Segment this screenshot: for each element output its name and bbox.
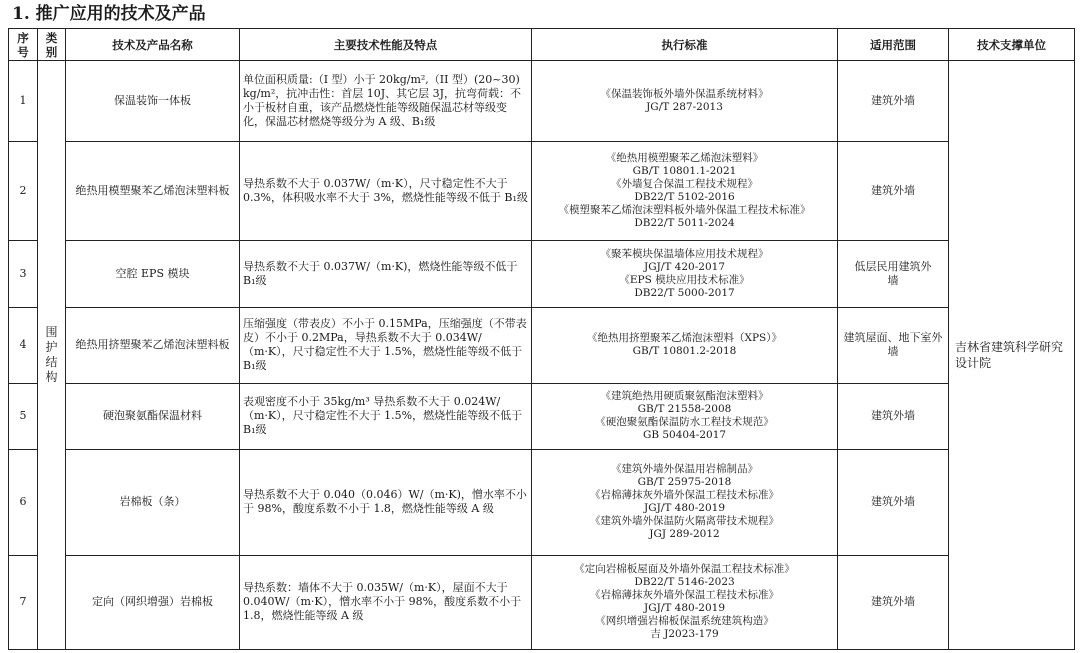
standard-line: 《建筑外墙外保温用岩棉制品》: [611, 463, 758, 476]
row-scope: 建筑外墙: [838, 142, 949, 241]
row-name: 岩棉板（条）: [66, 449, 240, 555]
table-row: [9, 308, 1075, 383]
row-standards: [532, 449, 838, 555]
standard-line: 《聚苯模块保温墙体应用技术规程》: [600, 248, 769, 261]
category-label: 围护结构: [45, 325, 58, 384]
standard-line: JGJ/T 480-2019: [644, 602, 725, 615]
header-name: 技术及产品名称: [66, 29, 240, 61]
standard-line: DB22/T 5102-2016: [634, 191, 735, 204]
header-features: 主要技术性能及特点: [240, 29, 532, 61]
row-standards: [532, 61, 838, 142]
standard-line: 《外墙复合保温工程技术规程》: [611, 178, 758, 191]
row-seq: 2: [9, 142, 38, 241]
row-features: 导热系数不大于 0.037W/（m·K），尺寸稳定性不大于 0.3%，体积吸水率不大于 3%，燃烧性能等级不低于 B₁级: [240, 142, 532, 241]
row-scope: 建筑外墙: [838, 449, 949, 555]
row-features: 导热系数：墙体不大于 0.035W/（m·K），屋面不大于 0.040W/（m·K），憎水率不小于 98%，酸度系数不小于 1.8，燃烧性能等级 A 级: [240, 555, 532, 649]
section-heading: 1. 推广应用的技术及产品: [12, 4, 206, 24]
row-seq: 7: [9, 555, 38, 649]
row-scope: 建筑外墙: [838, 61, 949, 142]
support-unit-cell: 吉林省建筑科学研究设计院: [949, 61, 1075, 650]
row-name: 绝热用模塑聚苯乙烯泡沫塑料板: [66, 142, 240, 241]
standard-line: 《岩棉薄抹灰外墙外保温工程技术标准》: [590, 489, 779, 502]
row-standards: [532, 241, 838, 308]
standard-line: GB/T 10801.2-2018: [632, 345, 737, 358]
category-cell: [38, 61, 66, 650]
row-scope: 低层民用建筑外墙: [838, 241, 949, 308]
table-row: [9, 61, 1075, 142]
row-standards: [532, 383, 838, 449]
row-seq: 3: [9, 241, 38, 308]
standard-line: 《建筑绝热用硬质聚氨酯泡沫塑料》: [600, 390, 769, 403]
row-scope: 建筑外墙: [838, 555, 949, 649]
standard-line: JGJ/T 420-2017: [644, 261, 725, 274]
row-name: 保温装饰一体板: [66, 61, 240, 142]
standard-line: DB22/T 5146-2023: [634, 576, 735, 589]
row-scope: 建筑外墙: [838, 383, 949, 449]
row-name: 硬泡聚氨酯保温材料: [66, 383, 240, 449]
standard-line: 《保温装饰板外墙外保温系统材料》: [600, 88, 769, 101]
standard-line: 《模塑聚苯乙烯泡沫塑料板外墙外保温工程技术标准》: [558, 204, 811, 217]
header-row: [9, 29, 1075, 61]
header-standard: 执行标准: [532, 29, 838, 61]
standard-line: JGJ 289-2012: [649, 528, 720, 541]
standard-line: 《建筑外墙外保温防火隔离带技术规程》: [590, 515, 779, 528]
row-features: 压缩强度（带表皮）不小于 0.15MPa，压缩强度（不带表皮）不小于 0.2MPa，导热系数不大于 0.034W/（m·K），尺寸稳定性不大于 1.5%，燃烧性能等级不低于 B₁级: [240, 308, 532, 383]
standard-line: 《硬泡聚氨酯保温防水工程技术规范》: [595, 416, 774, 429]
standard-line: 《岩棉薄抹灰外墙外保温工程技术标准》: [590, 589, 779, 602]
row-features: 表观密度不小于 35kg/m³ 导热系数不大于 0.024W/（m·K），尺寸稳定性不大于 1.5%，燃烧性能等级不低于 B₁级: [240, 383, 532, 449]
row-name: 空腔 EPS 模块: [66, 241, 240, 308]
standard-line: 吉 J2023-179: [650, 628, 719, 641]
standard-line: GB 50404-2017: [642, 429, 727, 442]
standard-line: GB/T 25975-2018: [637, 476, 732, 489]
tech-products-table: [8, 28, 1075, 650]
table-row: [9, 241, 1075, 308]
standard-line: GB/T 21558-2008: [637, 403, 732, 416]
row-name: 绝热用挤塑聚苯乙烯泡沫塑料板: [66, 308, 240, 383]
header-scope: 适用范围: [838, 29, 949, 61]
standard-line: JG/T 287-2013: [646, 101, 723, 114]
table-row: [9, 383, 1075, 449]
row-features: 单位面积质量:（I 型）小于 20kg/m²,（II 型）(20~30) kg/m²，抗冲击性：首层 10J、其它层 3J，抗弯荷载：不小于板材自重，该产品燃烧性能等级随保温芯材等级变化，保温芯材燃烧等级分为 A 级、B₁级: [240, 61, 532, 142]
row-features: 导热系数不大于 0.040（0.046）W/（m·K)，憎水率不小于 98%，酸度系数不小于 1.8，燃烧性能等级 A 级: [240, 449, 532, 555]
row-standards: [532, 308, 838, 383]
row-standards: [532, 555, 838, 649]
row-features: 导热系数不大于 0.037W/（m·K)，燃烧性能等级不低于 B₁级: [240, 241, 532, 308]
table-row: [9, 142, 1075, 241]
header-category: 类别: [38, 29, 66, 61]
row-name: 定向（网织增强）岩棉板: [66, 555, 240, 649]
standard-line: DB22/T 5000-2017: [634, 287, 735, 300]
standard-line: GB/T 10801.1-2021: [632, 165, 737, 178]
row-seq: 4: [9, 308, 38, 383]
standard-line: 《网织增强岩棉板保温系统建筑构造》: [595, 615, 774, 628]
row-seq: 5: [9, 383, 38, 449]
table-row: [9, 449, 1075, 555]
header-seq: 序号: [9, 29, 38, 61]
row-seq: 6: [9, 449, 38, 555]
standard-line: JGJ/T 480-2019: [644, 502, 725, 515]
standard-line: DB22/T 5011-2024: [634, 217, 735, 230]
row-seq: 1: [9, 61, 38, 142]
standard-line: 《定向岩棉板屋面及外墙外保温工程技术标准》: [574, 563, 795, 576]
standard-line: 《EPS 模块应用技术标准》: [619, 274, 750, 287]
row-standards: [532, 142, 838, 241]
standard-line: 《绝热用挤塑聚苯乙烯泡沫塑料（XPS）》: [587, 332, 782, 345]
header-unit: 技术支撑单位: [949, 29, 1075, 61]
table-row: [9, 555, 1075, 649]
standard-line: 《绝热用模塑聚苯乙烯泡沫塑料》: [605, 152, 764, 165]
row-scope: 建筑屋面、地下室外墙: [838, 308, 949, 383]
